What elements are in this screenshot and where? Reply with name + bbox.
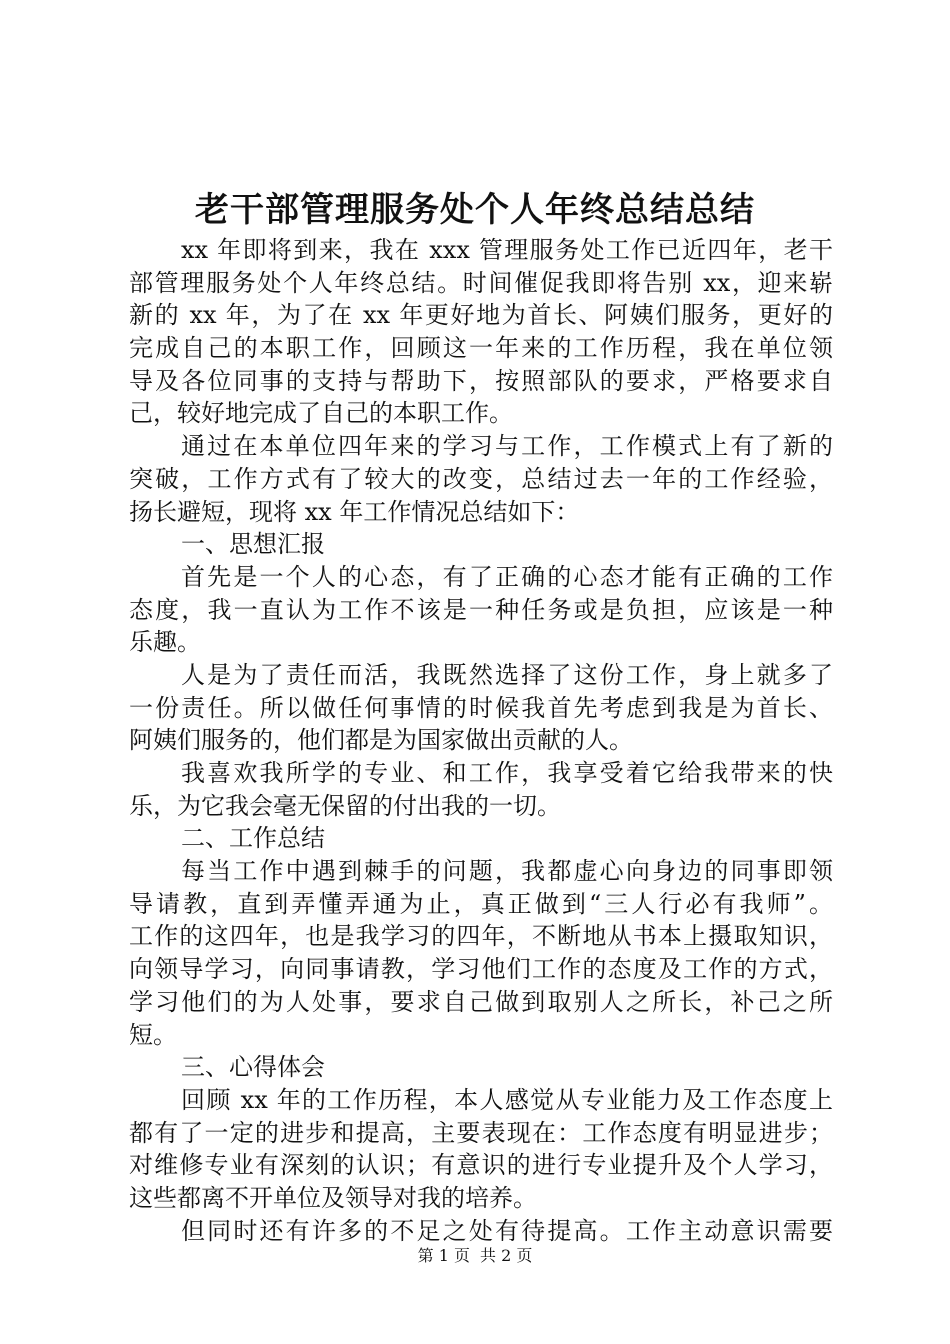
body-line: 一、思想汇报: [181, 530, 325, 559]
body-line: 学习他们的为人处事，要求自己做到取别人之所长，补己之所: [129, 987, 833, 1016]
body-line: 首先是一个人的心态，有了正确的心态才能有正确的工作: [181, 562, 833, 591]
body-line: 短。: [129, 1020, 177, 1049]
body-line: 人是为了责任而活，我既然选择了这份工作，身上就多了: [181, 660, 833, 689]
page-number: 第 1 页: [417, 1246, 470, 1265]
body-line: 完成自己的本职工作，回顾这一年来的工作历程，我在单位领: [129, 334, 833, 363]
body-line: 乐趣。: [129, 628, 201, 657]
body-line: 扬长避短，现将 xx 年工作情况总结如下：: [129, 497, 580, 526]
body-line: 对维修专业有深刻的认识；有意识的进行专业提升及个人学习，: [129, 1151, 833, 1180]
body-line: 都有了一定的进步和提高，主要表现在：工作态度有明显进步；: [129, 1118, 833, 1147]
body-line: 态度，我一直认为工作不该是一种任务或是负担，应该是一种: [129, 595, 833, 624]
page-footer: [0, 1244, 950, 1268]
body-line: 二、工作总结: [181, 824, 325, 853]
body-line: 部管理服务处个人年终总结。时间催促我即将告别 xx，迎来崭: [129, 268, 833, 297]
body-line: 导及各位同事的支持与帮助下，按照部队的要求，严格要求自: [129, 366, 833, 395]
page-total: 共 2 页: [480, 1246, 533, 1265]
body-line: 回顾 xx 年的工作历程，本人感觉从专业能力及工作态度上: [181, 1085, 833, 1114]
body-line: xx 年即将到来，我在 xxx 管理服务处工作已近四年，老干: [181, 236, 833, 264]
body-line: 每当工作中遇到棘手的问题，我都虚心向身边的同事即领: [181, 857, 833, 886]
body-line: 阿姨们服务的，他们都是为国家做出贡献的人。: [129, 726, 633, 755]
body-line: 己，较好地完成了自己的本职工作。: [129, 399, 513, 428]
document-body: [129, 234, 833, 1247]
body-line: 三、心得体会: [181, 1053, 325, 1082]
document-title: 老干部管理服务处个人年终总结总结: [195, 190, 755, 230]
body-line: 突破，工作方式有了较大的改变，总结过去一年的工作经验，: [129, 464, 833, 493]
body-line: 工作的这四年，也是我学习的四年，不断地从书本上摄取知识，: [129, 922, 833, 951]
body-line: 导请教，直到弄懂弄通为止，真正做到“三人行必有我师”。: [129, 889, 833, 918]
body-line: 向领导学习，向同事请教，学习他们工作的态度及工作的方式，: [129, 955, 833, 984]
body-line: 我喜欢我所学的专业、和工作，我享受着它给我带来的快: [181, 759, 833, 787]
body-line: 新的 xx 年，为了在 xx 年更好地为首长、阿姨们服务，更好的: [129, 301, 833, 330]
body-line: 一份责任。所以做任何事情的时候我首先考虑到我是为首长、: [129, 693, 833, 722]
body-line: 通过在本单位四年来的学习与工作，工作模式上有了新的: [181, 432, 833, 461]
body-line: 但同时还有许多的不足之处有待提高。工作主动意识需要: [181, 1216, 833, 1245]
body-line: 这些都离不开单位及领导对我的培养。: [129, 1183, 537, 1212]
body-line: 乐，为它我会毫无保留的付出我的一切。: [129, 791, 561, 820]
